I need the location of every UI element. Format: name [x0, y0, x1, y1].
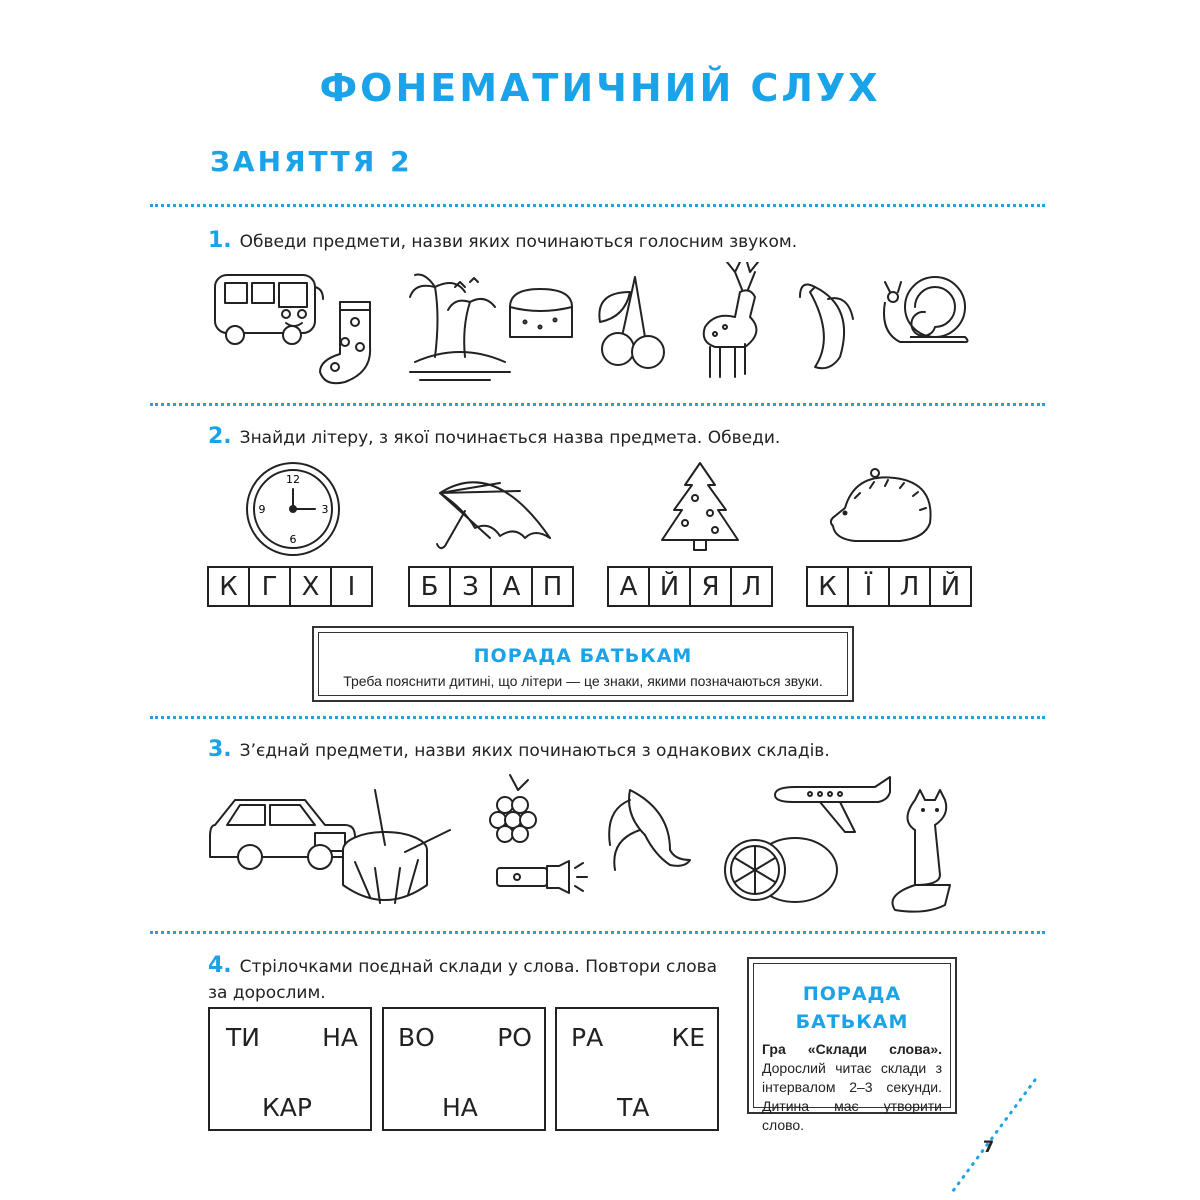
- fox-icon[interactable]: [893, 790, 951, 912]
- cherry-icon[interactable]: [599, 277, 664, 368]
- task-number: 3.: [208, 737, 232, 762]
- dotted-divider: [150, 716, 1045, 719]
- letter-cell[interactable]: Б: [408, 566, 451, 607]
- syllable-box: [208, 1007, 372, 1131]
- flashlight-icon[interactable]: [497, 861, 587, 893]
- syllable[interactable]: НА: [442, 1093, 478, 1122]
- task-text-line1: Стрілочками поєднай склади у слова. Повтори слова: [239, 957, 718, 977]
- bus-icon[interactable]: [215, 275, 323, 344]
- task-text-line2: за дорослим.: [208, 983, 326, 1003]
- task-3-pictures: [200, 765, 980, 915]
- lesson-heading: ЗАНЯТТЯ 2: [210, 145, 413, 178]
- car-icon[interactable]: [210, 800, 355, 869]
- christmas-tree-icon[interactable]: [662, 463, 738, 550]
- letter-cell[interactable]: П: [531, 566, 574, 607]
- tip-text-body: Дорослий читає склади з інтервалом 2–3 секунди. Дитина має утворити слово.: [762, 1060, 942, 1133]
- task-2-instruction: [208, 424, 780, 449]
- clock-icon[interactable]: [247, 463, 339, 555]
- task-1-instruction: [208, 228, 797, 253]
- task-number: 4.: [208, 953, 232, 978]
- parent-tip-box: [747, 957, 957, 1133]
- syllable[interactable]: РА: [571, 1023, 604, 1052]
- letter-cell[interactable]: Й: [929, 566, 972, 607]
- dotted-divider: [150, 931, 1045, 934]
- page-title: ФОНЕМАТИЧНИЙ СЛУХ: [319, 66, 881, 110]
- task-4-instruction: [208, 953, 728, 1006]
- letter-cell[interactable]: Я: [689, 566, 732, 607]
- snail-icon[interactable]: [884, 277, 968, 342]
- tip-text: [754, 1040, 950, 1135]
- task-text: З’єднай предмети, назви яких починаються з однакових складів.: [239, 741, 830, 761]
- task-2-pictures: [240, 458, 960, 558]
- clock-number-6: 6: [289, 533, 297, 546]
- umbrella-icon[interactable]: [437, 482, 550, 548]
- letter-cell[interactable]: Л: [730, 566, 773, 607]
- letter-cell[interactable]: Г: [248, 566, 291, 607]
- palm-island-icon[interactable]: [410, 275, 510, 381]
- dotted-divider: [150, 403, 1045, 406]
- sock-icon[interactable]: [320, 302, 370, 383]
- tip-heading: [754, 980, 950, 1036]
- letter-group: [207, 566, 371, 607]
- game-name: Гра «Склади слова».: [762, 1041, 942, 1057]
- letter-cell[interactable]: А: [490, 566, 533, 607]
- task-text: Обведи предмети, назви яких починаються голосним звуком.: [239, 232, 798, 252]
- letter-cell[interactable]: І: [330, 566, 373, 607]
- banana-icon[interactable]: [800, 285, 853, 369]
- letter-cell[interactable]: З: [449, 566, 492, 607]
- decorative-dotted-line: [940, 1075, 1050, 1200]
- tip-text: Треба пояснити дитині, що літери — це знаки, якими позначаються звуки.: [343, 673, 823, 689]
- drum-icon[interactable]: [343, 790, 450, 903]
- letter-cell[interactable]: Й: [648, 566, 691, 607]
- task-1-pictures: [205, 262, 975, 387]
- dotted-divider: [150, 204, 1045, 207]
- parent-tip-box: [312, 626, 854, 702]
- letter-group: [806, 566, 970, 607]
- tip-heading-line1: ПОРАДА: [802, 983, 902, 1005]
- deer-icon[interactable]: [704, 262, 758, 377]
- page-number: 7: [983, 1137, 995, 1156]
- letter-group: [607, 566, 771, 607]
- syllable[interactable]: КЕ: [671, 1023, 705, 1052]
- tip-heading: ПОРАДА БАТЬКАМ: [473, 645, 693, 667]
- syllable-box: [382, 1007, 546, 1131]
- raspberry-icon[interactable]: [490, 775, 536, 842]
- letter-cell[interactable]: К: [806, 566, 849, 607]
- syllable[interactable]: ТА: [617, 1093, 650, 1122]
- banana-peel-icon[interactable]: [609, 790, 690, 870]
- letter-cell[interactable]: А: [607, 566, 650, 607]
- clock-number-3: 3: [321, 503, 329, 516]
- letter-cell[interactable]: К: [207, 566, 250, 607]
- letter-cell[interactable]: Х: [289, 566, 332, 607]
- clock-number-12: 12: [286, 473, 300, 486]
- letter-cell[interactable]: Ї: [847, 566, 890, 607]
- airplane-icon[interactable]: [775, 777, 890, 832]
- syllable[interactable]: ТИ: [226, 1023, 260, 1052]
- tip-heading-line2: БАТЬКАМ: [795, 1011, 909, 1033]
- letter-group: [408, 566, 572, 607]
- syllable-box: [555, 1007, 719, 1131]
- bread-icon[interactable]: [510, 289, 572, 337]
- syllable[interactable]: ВО: [398, 1023, 435, 1052]
- task-3-instruction: [208, 737, 830, 762]
- task-number: 1.: [208, 228, 232, 253]
- task-text: Знайди літеру, з якої починається назва предмета. Обведи.: [239, 428, 781, 448]
- syllable[interactable]: КАР: [262, 1093, 312, 1122]
- syllable[interactable]: РО: [497, 1023, 532, 1052]
- task-number: 2.: [208, 424, 232, 449]
- letter-cell[interactable]: Л: [888, 566, 931, 607]
- lemon-icon[interactable]: [725, 838, 837, 902]
- clock-number-9: 9: [258, 503, 266, 516]
- hedgehog-icon[interactable]: [831, 469, 931, 541]
- syllable[interactable]: НА: [322, 1023, 358, 1052]
